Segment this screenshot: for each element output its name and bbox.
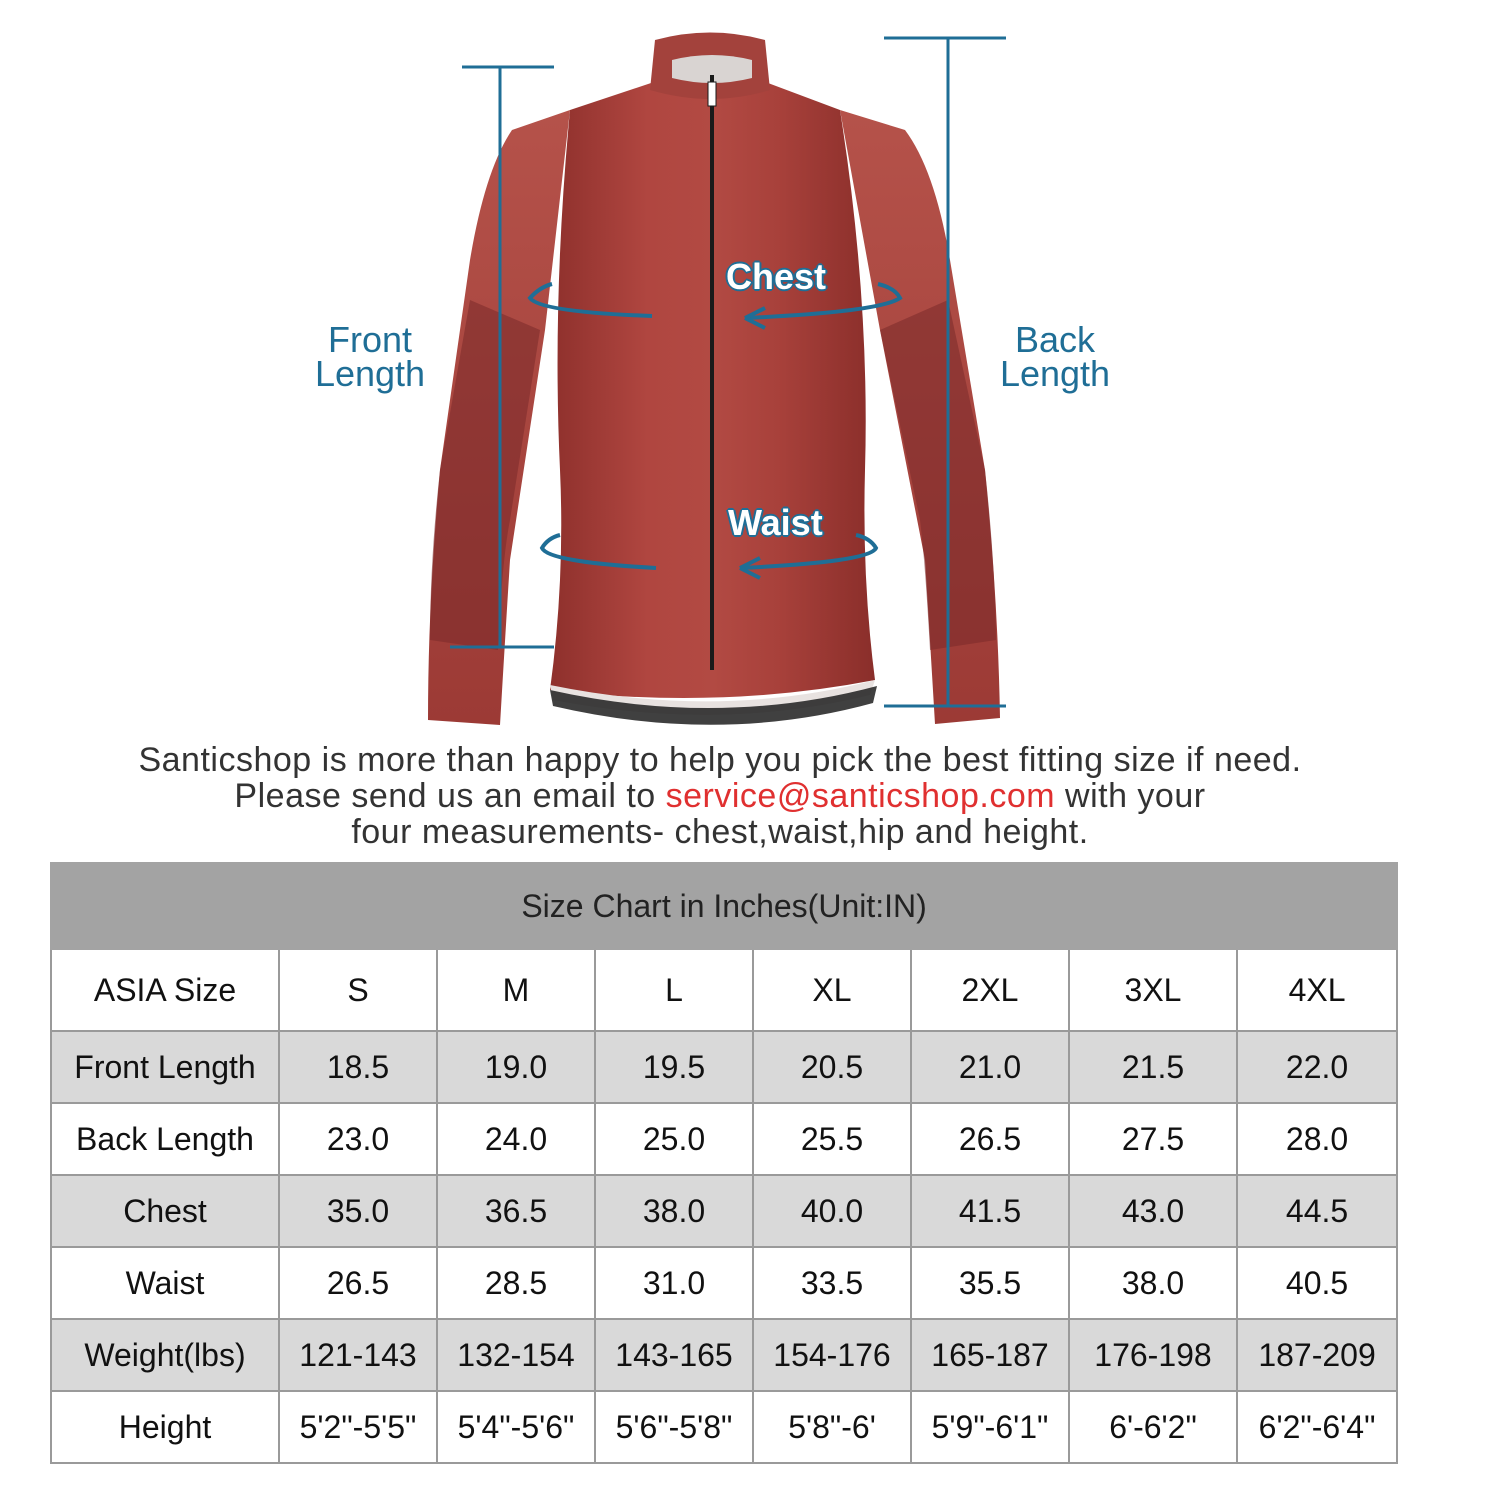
table-cell: 19.5 — [595, 1031, 753, 1103]
front-length-label — [300, 319, 440, 394]
note-line-2-suffix: with your — [1055, 777, 1206, 815]
table-row — [51, 1103, 1397, 1175]
table-cell: XL — [753, 949, 911, 1031]
front-length-label-line2: Length — [314, 353, 426, 394]
table-cell: 31.0 — [595, 1247, 753, 1319]
back-length-label-line2: Length — [999, 353, 1111, 394]
table-cell: 2XL — [911, 949, 1069, 1031]
table-cell: 6'2"-6'4" — [1237, 1391, 1397, 1463]
row-label-cell: Weight(lbs) — [51, 1319, 279, 1391]
note-line-2 — [0, 778, 1440, 814]
table-header-row — [51, 949, 1397, 1031]
back-length-label — [985, 319, 1125, 394]
table-cell: 27.5 — [1069, 1103, 1237, 1175]
table-cell: 24.0 — [437, 1103, 595, 1175]
back-length-label-line1: Back — [1014, 319, 1096, 360]
table-cell: 28.5 — [437, 1247, 595, 1319]
table-row — [51, 1175, 1397, 1247]
row-label-cell: Back Length — [51, 1103, 279, 1175]
row-label-cell: ASIA Size — [51, 949, 279, 1031]
table-cell: L — [595, 949, 753, 1031]
table-cell: 38.0 — [1069, 1247, 1237, 1319]
table-cell: 25.0 — [595, 1103, 753, 1175]
table-cell: 121-143 — [279, 1319, 437, 1391]
table-cell: 35.5 — [911, 1247, 1069, 1319]
table-cell: 41.5 — [911, 1175, 1069, 1247]
table-cell: 35.0 — [279, 1175, 437, 1247]
table-cell: 22.0 — [1237, 1031, 1397, 1103]
row-label-cell: Front Length — [51, 1031, 279, 1103]
table-cell: 21.5 — [1069, 1031, 1237, 1103]
chest-label: Chest — [726, 256, 827, 297]
table-cell: 6'-6'2" — [1069, 1391, 1237, 1463]
table-cell: 4XL — [1237, 949, 1397, 1031]
jersey-body — [428, 33, 1000, 726]
table-row — [51, 1391, 1397, 1463]
table-cell: 187-209 — [1237, 1319, 1397, 1391]
front-length-label-line1: Front — [327, 319, 413, 360]
table-cell: 5'4"-5'6" — [437, 1391, 595, 1463]
table-cell: 33.5 — [753, 1247, 911, 1319]
table-cell: 28.0 — [1237, 1103, 1397, 1175]
note-line-1: Santicshop is more than happy to help you pick the best fitting size if need. — [138, 741, 1302, 779]
note-line-2-prefix: Please send us an email to — [234, 777, 666, 815]
table-row — [51, 1247, 1397, 1319]
table-cell: 18.5 — [279, 1031, 437, 1103]
support-email-link[interactable]: service@santicshop.com — [665, 777, 1056, 815]
table-cell: 19.0 — [437, 1031, 595, 1103]
contact-note — [0, 742, 1440, 850]
table-cell: 25.5 — [753, 1103, 911, 1175]
table-cell: 143-165 — [595, 1319, 753, 1391]
table-cell: 176-198 — [1069, 1319, 1237, 1391]
size-chart-body — [51, 949, 1397, 1463]
table-cell: M — [437, 949, 595, 1031]
waist-label: Waist — [728, 502, 823, 543]
table-cell: 20.5 — [753, 1031, 911, 1103]
table-cell: 5'2"-5'5" — [279, 1391, 437, 1463]
table-cell: 132-154 — [437, 1319, 595, 1391]
jersey-illustration — [0, 0, 1500, 740]
row-label-cell: Height — [51, 1391, 279, 1463]
size-chart-table — [50, 862, 1398, 1464]
table-cell: 21.0 — [911, 1031, 1069, 1103]
table-cell: 26.5 — [279, 1247, 437, 1319]
table-cell: 5'6"-5'8" — [595, 1391, 753, 1463]
table-cell: 154-176 — [753, 1319, 911, 1391]
table-row — [51, 1031, 1397, 1103]
jersey-figure — [0, 0, 1500, 740]
table-cell: 38.0 — [595, 1175, 753, 1247]
table-cell: 5'8"-6' — [753, 1391, 911, 1463]
table-cell: 26.5 — [911, 1103, 1069, 1175]
table-cell: 23.0 — [279, 1103, 437, 1175]
table-cell: 40.5 — [1237, 1247, 1397, 1319]
size-chart-title: Size Chart in Inches(Unit:IN) — [51, 863, 1397, 949]
table-cell: 36.5 — [437, 1175, 595, 1247]
row-label-cell: Chest — [51, 1175, 279, 1247]
table-cell: 43.0 — [1069, 1175, 1237, 1247]
table-cell: 3XL — [1069, 949, 1237, 1031]
row-label-cell: Waist — [51, 1247, 279, 1319]
table-cell: S — [279, 949, 437, 1031]
table-cell: 5'9"-6'1" — [911, 1391, 1069, 1463]
note-line-3: four measurements- chest,waist,hip and height. — [351, 813, 1089, 851]
table-cell: 165-187 — [911, 1319, 1069, 1391]
table-row — [51, 1319, 1397, 1391]
table-cell: 44.5 — [1237, 1175, 1397, 1247]
table-cell: 40.0 — [753, 1175, 911, 1247]
